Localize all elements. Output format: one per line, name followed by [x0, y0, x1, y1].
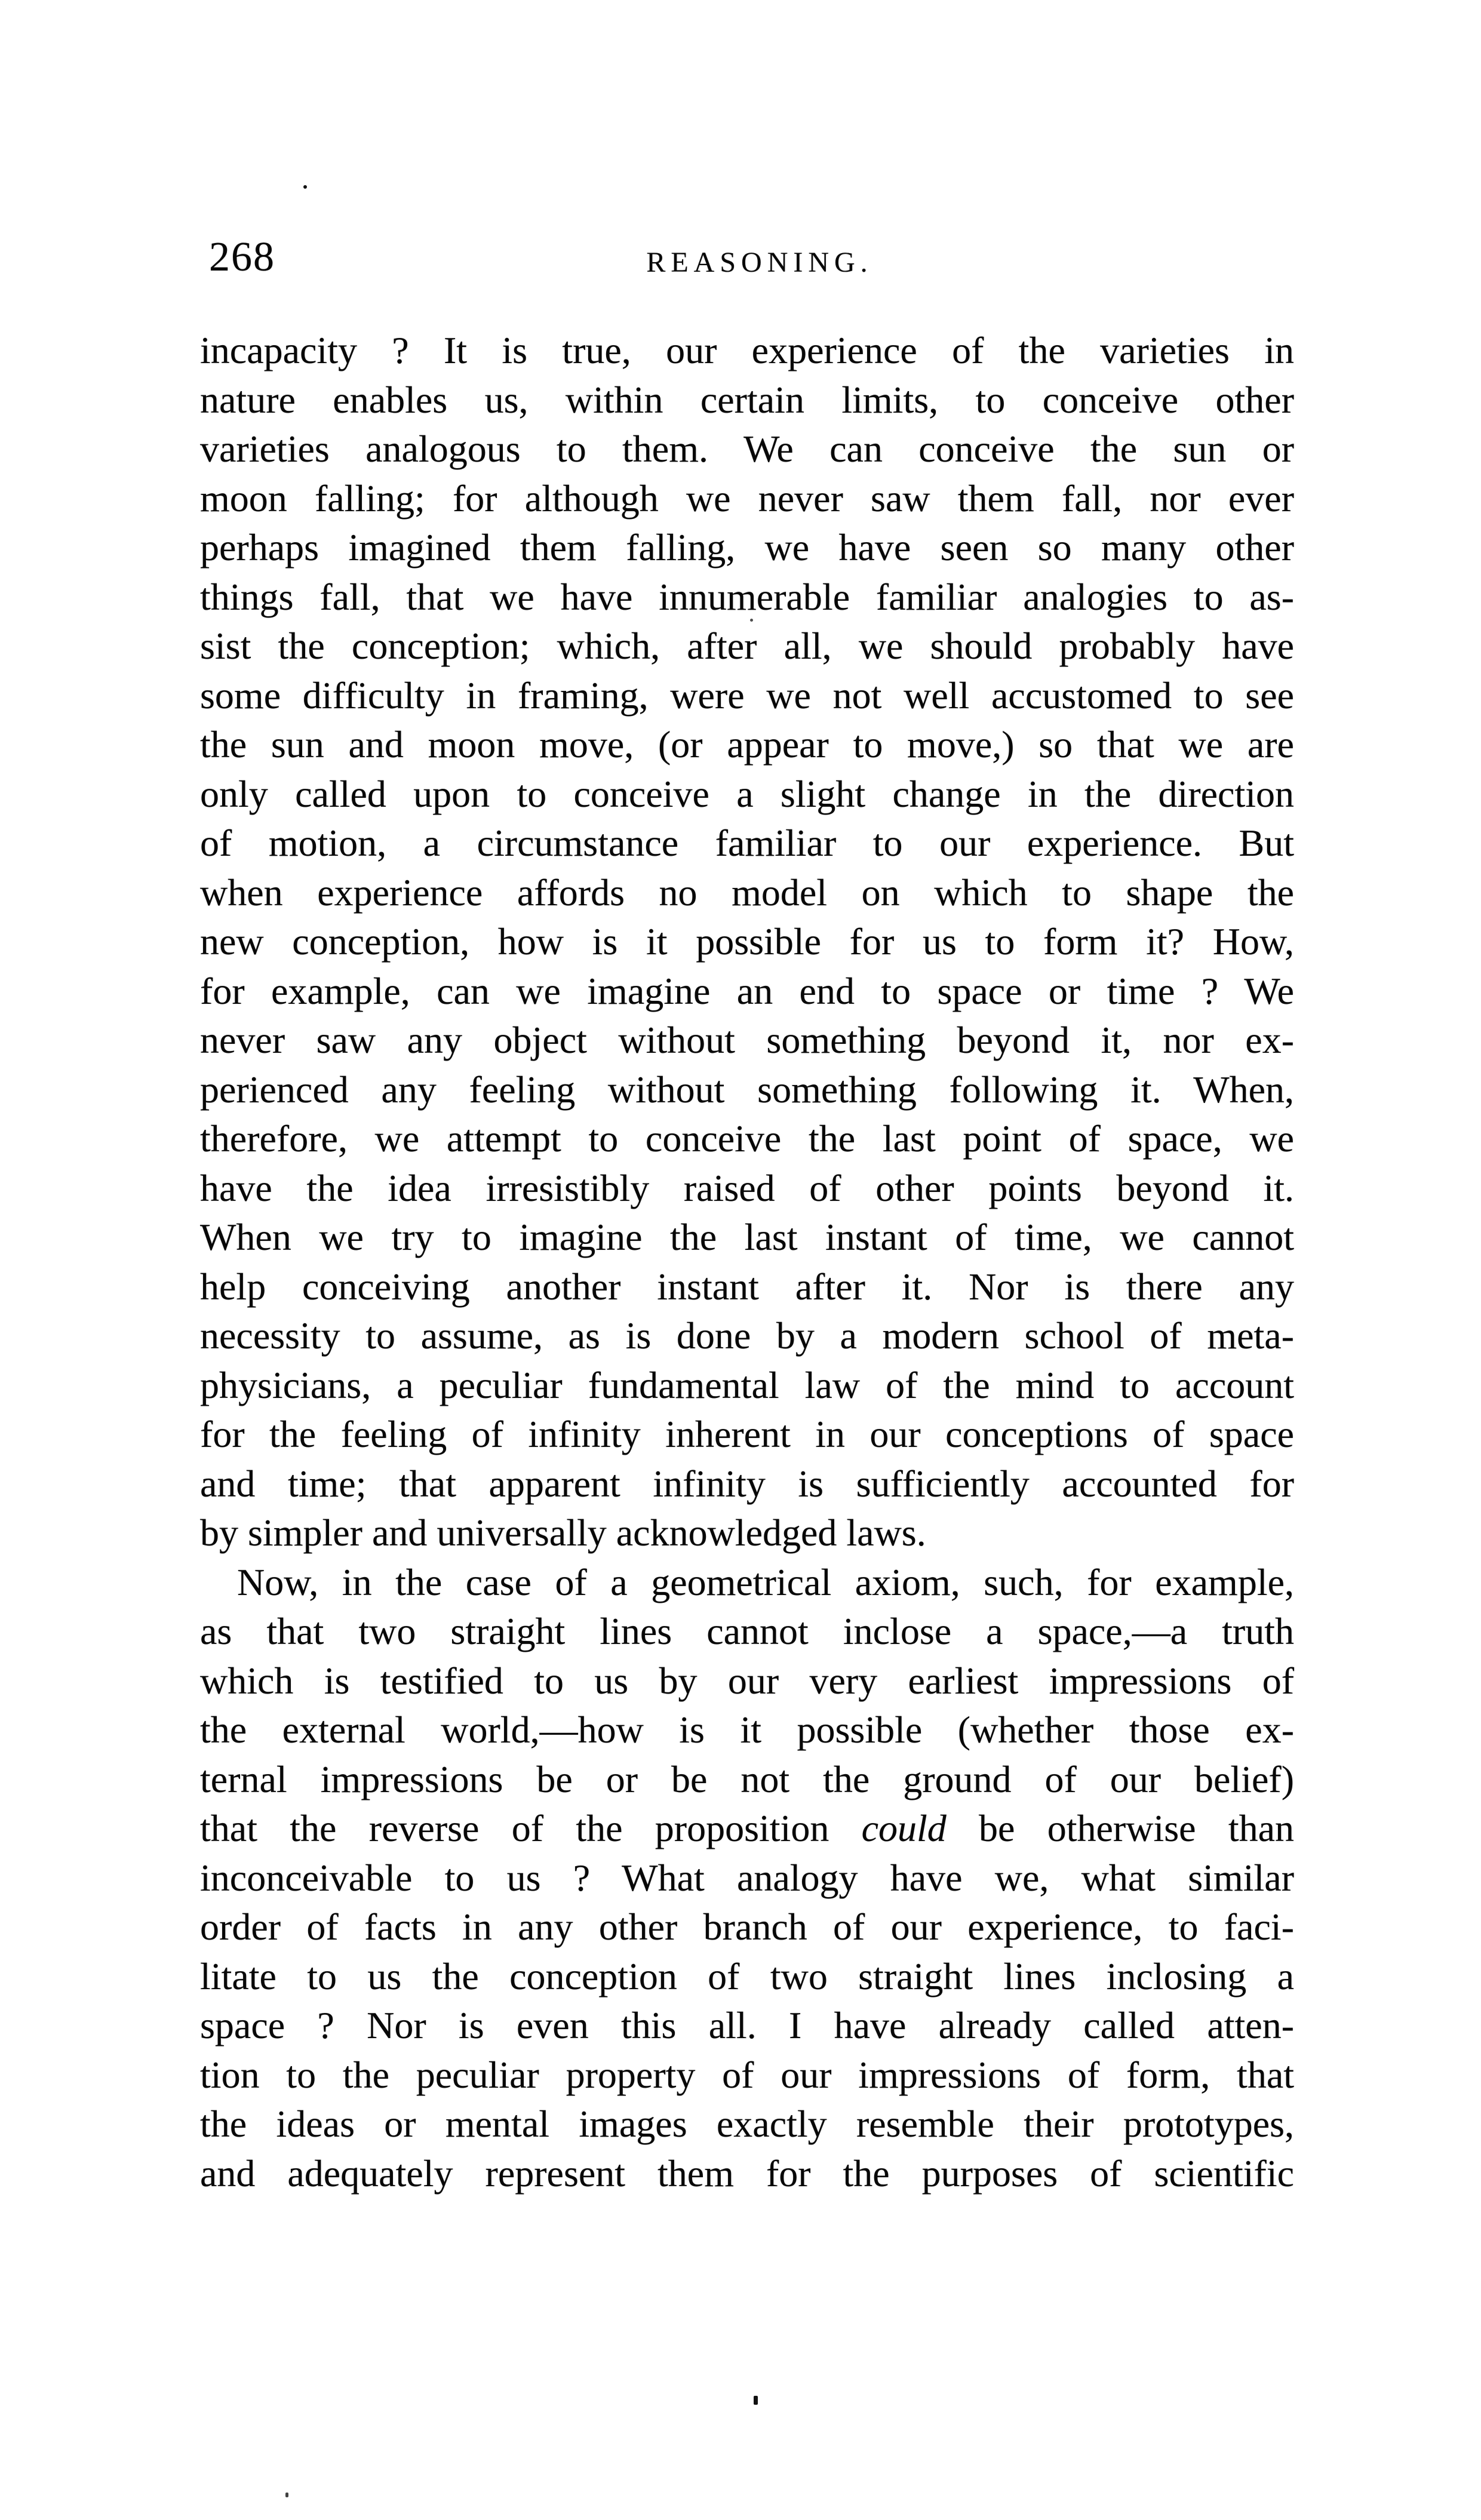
text-line-paragraph-end: by simpler and universally acknowledged laws.: [200, 1511, 926, 1554]
italic-word: could: [861, 1807, 947, 1849]
text-line: necessity to assume, as is done by a modern school of meta-: [200, 1314, 1294, 1357]
text-line: new conception, how is it possible for us to form it? How,: [200, 920, 1294, 963]
ink-speck: [754, 2396, 758, 2405]
text-line: things fall, that we have innumerable familiar analogies to as-: [200, 575, 1294, 618]
text-line: varieties analogous to them. We can conceive the sun or: [200, 428, 1294, 470]
text-line: which is testified to us by our very earliest impressions of: [200, 1659, 1294, 1702]
text-line: as that two straight lines cannot inclose a space,—a truth: [200, 1610, 1294, 1652]
text-line: help conceiving another instant after it. Nor is there any: [200, 1265, 1294, 1308]
text-line: ternal impressions be or be not the ground of our belief): [200, 1757, 1294, 1800]
body-text-column: [200, 326, 1294, 2198]
text-segment: that the reverse of the proposition: [200, 1807, 862, 1849]
text-line: moon falling; for although we never saw them fall, nor ever: [200, 477, 1294, 520]
page-number: 268: [209, 234, 275, 280]
ink-speck: [285, 2493, 288, 2497]
text-line-paragraph-start: Now, in the case of a geometrical axiom, such, for example,: [237, 1560, 1294, 1603]
text-line: for example, can we imagine an end to space or time ? We: [200, 969, 1294, 1012]
text-line: When we try to imagine the last instant of time, we cannot: [200, 1216, 1294, 1258]
page-header: [0, 0, 1481, 299]
text-line: tion to the peculiar property of our impressions of form, that: [200, 2053, 1294, 2096]
text-line: the external world,—how is it possible (whether those ex-: [200, 1708, 1294, 1751]
text-line-with-italic: [200, 1804, 1294, 1854]
text-line: some difficulty in framing, were we not well accustomed to see: [200, 674, 1294, 717]
text-line: and adequately represent them for the purposes of scientific: [200, 2152, 1294, 2195]
text-line: order of facts in any other branch of our experience, to faci-: [200, 1906, 1294, 1948]
text-line: litate to us the conception of two straight lines inclosing a: [200, 1954, 1294, 1997]
text-line: sist the conception; which, after all, we should probably have: [200, 625, 1294, 667]
text-line: incapacity ? It is true, our experience of the varieties in: [200, 329, 1294, 371]
ink-speck: [303, 185, 307, 189]
text-line: inconceivable to us ? What analogy have we, what similar: [200, 1856, 1294, 1899]
text-line: perhaps imagined them falling, we have seen so many other: [200, 526, 1294, 568]
text-line: for the feeling of infinity inherent in our conceptions of space: [200, 1413, 1294, 1455]
text-line: the ideas or mental images exactly resemble their prototypes,: [200, 2103, 1294, 2145]
text-line: have the idea irresistibly raised of other points beyond it.: [200, 1166, 1294, 1209]
text-line: nature enables us, within certain limits, to conceive other: [200, 378, 1294, 421]
text-line: therefore, we attempt to conceive the last point of space, we: [200, 1117, 1294, 1160]
text-line: when experience affords no model on which to shape the: [200, 871, 1294, 914]
running-title: REASONING.: [646, 247, 873, 278]
text-line: perienced any feeling without something following it. When,: [200, 1068, 1294, 1111]
ink-speck: [750, 619, 753, 622]
text-line: never saw any object without something beyond it, nor ex-: [200, 1019, 1294, 1061]
text-line: physicians, a peculiar fundamental law of the mind to account: [200, 1363, 1294, 1406]
text-segment: be otherwise than: [946, 1807, 1294, 1849]
text-line: and time; that apparent infinity is sufficiently accounted for: [200, 1462, 1294, 1505]
text-line: only called upon to conceive a slight change in the direction: [200, 772, 1294, 815]
text-line: of motion, a circumstance familiar to our experience. But: [200, 822, 1294, 864]
text-line: the sun and moon move, (or appear to move,) so that we are: [200, 723, 1294, 766]
text-line: space ? Nor is even this all. I have already called atten-: [200, 2004, 1294, 2046]
